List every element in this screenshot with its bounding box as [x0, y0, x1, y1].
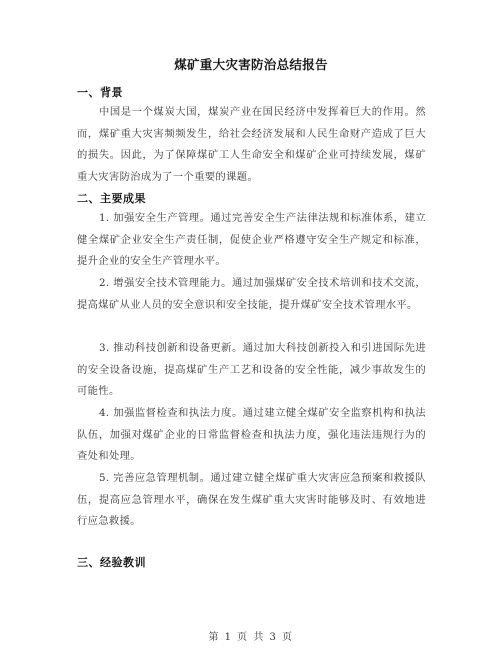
paragraph-achievement-1: 1. 加强安全生产管理。通过完善安全生产法律法规和标准体系，建立健全煤矿企业安全生产责任制，促使企业严格遵守安全生产规定和标准，提升企业的安全生产管理水平。 — [77, 212, 426, 268]
section-heading-achievements: 二、主要成果 — [77, 192, 146, 205]
section-heading-lessons: 三、经验教训 — [77, 556, 146, 569]
paragraph-achievement-4: 4. 加强监督检查和执法力度。通过建立健全煤矿安全监察机构和执法队伍，加强对煤矿企业的日常监督检查和执法力度，强化违法违规行为的查处和处理。 — [77, 407, 426, 463]
paragraph-achievement-5: 5. 完善应急管理机制。通过建立健全煤矿重大灾害应急预案和救援队伍，提高应急管理水平，确保在发生煤矿重大灾害时能够及时、有效地进行应急救援。 — [77, 472, 426, 528]
paragraph-achievement-2: 2. 增强安全技术管理能力。通过加强煤矿安全技术培训和技术交流，提高煤矿从业人员的安全意识和安全技能，提升煤矿安全技术管理水平。 — [77, 277, 426, 311]
section-heading-background: 一、背景 — [77, 86, 123, 99]
paragraph-background: 中国是一个煤炭大国，煤炭产业在国民经济中发挥着巨大的作用。然而，煤矿重大灾害频频发生，给社会经济发展和人民生命财产造成了巨大的损失。因此，为了保障煤矿工人生命安全和煤矿企业可持续发展，煤矿重大灾害防治成为了一个重要的课题。 — [77, 106, 426, 183]
page-number-footer: 第 1 页 共 3 页 — [208, 632, 294, 643]
paragraph-achievement-3: 3. 推动科技创新和设备更新。通过加大科技创新投入和引进国际先进的安全设备设施，提高煤矿生产工艺和设备的安全性能，减少事故发生的可能性。 — [77, 342, 426, 398]
document-title: 煤矿重大灾害防治总结报告 — [174, 57, 328, 72]
